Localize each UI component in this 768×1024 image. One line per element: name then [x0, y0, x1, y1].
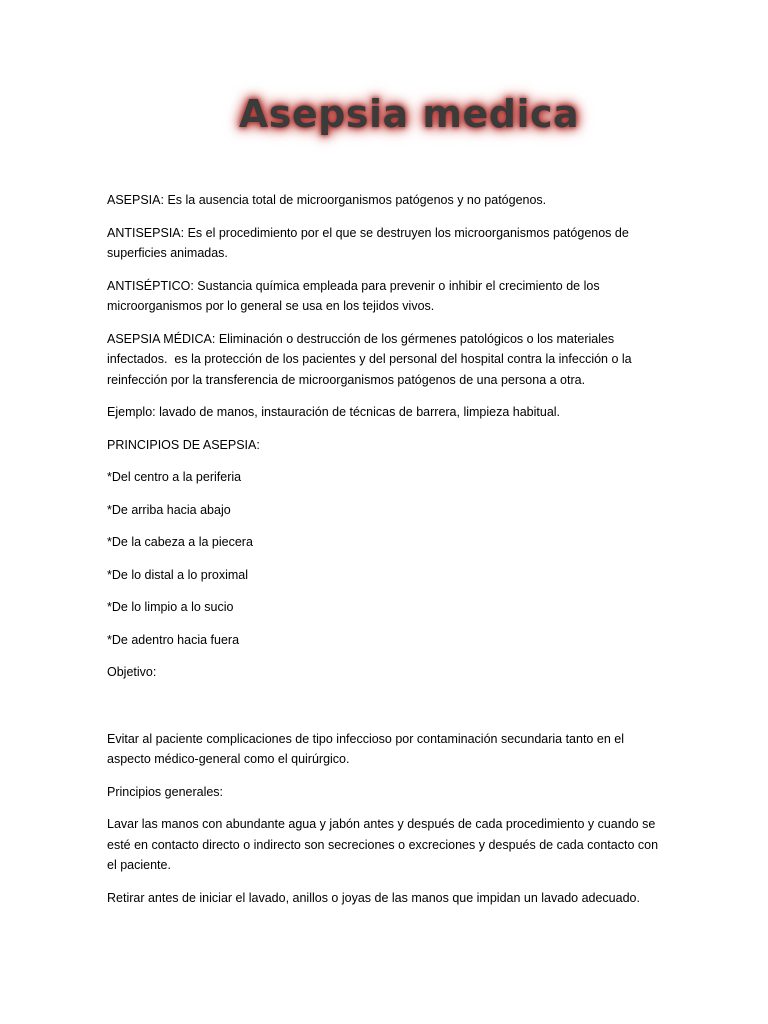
- paragraph-antiseptico: ANTISÉPTICO: Sustancia química empleada para prevenir o inhibir el crecimiento de los microorganismos por lo general se usa en los tejidos vivos.: [107, 278, 604, 313]
- title-container: [0, 92, 768, 136]
- document-body: [107, 190, 667, 920]
- paragraph-ejemplo: Ejemplo: lavado de manos, instauración de técnicas de barrera, limpieza habitual.: [107, 405, 561, 419]
- list-item: *De lo distal a lo proximal: [107, 567, 249, 582]
- paragraph-asepsia: ASEPSIA: Es la ausencia total de microorganismos patógenos y no patógenos.: [107, 193, 547, 207]
- list-item: *Del centro a la periferia: [107, 470, 242, 484]
- paragraph-retirar-joyas: Retirar antes de iniciar el lavado, anillos o joyas de las manos que impidan un lavado adecuado.: [107, 890, 640, 905]
- heading-principios-asepsia: PRINCIPIOS DE ASEPSIA:: [107, 437, 260, 452]
- paragraph-asepsia-medica: ASEPSIA MÉDICA: Eliminación o destrucción de los gérmenes patológicos o los materiales infectados. es la protección de los pacientes y del personal del hospital contra la infección o la reinfección por la transferencia de microorganismos patógenos de una persona a otra.: [107, 331, 636, 387]
- heading-objetivo: Objetivo:: [107, 665, 157, 679]
- paragraph-lavar-manos: Lavar las manos con abundante agua y jabón antes y después de cada procedimiento y cuando se esté en contacto directo o indirecto son secreciones o excreciones y después de cada contacto con el paciente.: [107, 817, 662, 872]
- document-title: Asepsia medica: [238, 92, 580, 136]
- paragraph-antisepsia: ANTISEPSIA: Es el procedimiento por el que se destruyen los microorganismos patógenos de superficies animadas.: [107, 225, 633, 260]
- heading-principios-generales: Principios generales:: [107, 784, 224, 799]
- list-item: *De lo limpio a lo sucio: [107, 600, 234, 614]
- blank-space: [107, 695, 667, 729]
- paragraph-objetivo-text: Evitar al paciente complicaciones de tipo infeccioso por contaminación secundaria tanto en el aspecto médico-general como el quirúrgico.: [107, 731, 628, 766]
- list-item: *De la cabeza a la piecera: [107, 535, 253, 549]
- list-item: *De adentro hacia fuera: [107, 632, 240, 647]
- list-item: *De arriba hacia abajo: [107, 502, 231, 517]
